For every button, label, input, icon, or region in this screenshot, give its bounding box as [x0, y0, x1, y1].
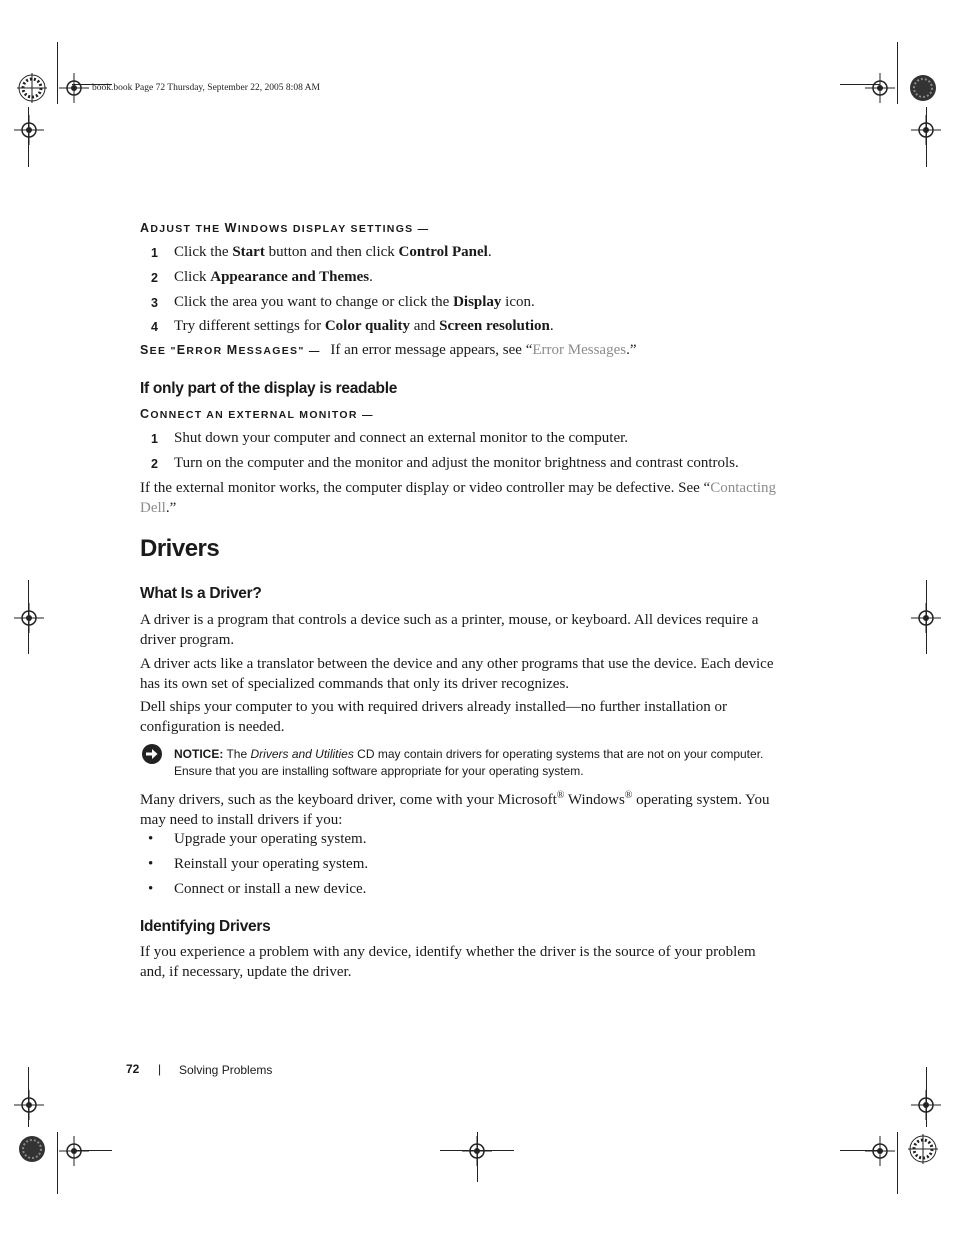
- crop-line: [477, 1132, 478, 1182]
- list-item: 1 Shut down your computer and connect an external monitor to the computer.: [151, 430, 629, 446]
- crop-line: [897, 42, 898, 104]
- crop-line: [28, 1067, 29, 1127]
- page-number: 72: [126, 1062, 140, 1076]
- registration-mark-top-right-inner: [865, 73, 895, 103]
- list-item: 1 Click the Start button and then click Control Panel.: [151, 244, 492, 260]
- registration-mark-bottom-left-outer: [17, 1134, 47, 1164]
- section-label-connect-monitor: CONNECT AN EXTERNAL MONITOR —: [140, 407, 374, 421]
- section-label-adjust-display: ADJUST THE WINDOWS DISPLAY SETTINGS —: [140, 221, 430, 235]
- crop-line: [926, 580, 927, 654]
- paragraph-many-drivers: Many drivers, such as the keyboard driver, come with your Microsoft® Windows® operating system. You may need to install drivers if you:: [140, 790, 770, 828]
- crop-line: [840, 1150, 880, 1151]
- crop-line: [57, 42, 58, 104]
- registration-mark-top-left-outer: [17, 73, 47, 103]
- registration-mark-middle-left: [14, 603, 44, 633]
- crop-line: [926, 107, 927, 167]
- list-item: 3 Click the area you want to change or click the Display icon.: [151, 294, 535, 310]
- crop-line: [926, 1067, 927, 1127]
- heading-drivers: Drivers: [140, 535, 220, 562]
- list-item: • Upgrade your operating system.: [148, 831, 367, 847]
- registration-mark-top-right-outer: [908, 73, 938, 103]
- paragraph-driver-translator: A driver acts like a translator between the device and any other programs that use the device. Each device has its own set of specialized commands that only its driver recognizes.: [140, 656, 774, 692]
- crop-line: [28, 107, 29, 167]
- notice-icon: [141, 743, 163, 770]
- footer-section-title: Solving Problems: [179, 1063, 273, 1077]
- crop-line: [28, 580, 29, 654]
- registration-mark-bottom-right-inner: [865, 1136, 895, 1166]
- heading-identifying-drivers: Identifying Drivers: [140, 918, 271, 935]
- see-error-label: SEE "ERROR MESSAGES" —: [140, 343, 321, 357]
- list-item: • Reinstall your operating system.: [148, 856, 369, 872]
- crop-line: [897, 1132, 898, 1194]
- registration-mark-bottom-left-inner: [59, 1136, 89, 1166]
- adjust-steps-list: [0, 243, 954, 343]
- contacting-dell-link-cont[interactable]: Dell: [140, 499, 166, 516]
- registration-mark-bottom-left: [14, 1090, 44, 1120]
- bullet-list: [0, 830, 954, 905]
- list-item: 2 Turn on the computer and the monitor and adjust the monitor brightness and contrast controls.: [151, 455, 739, 471]
- partial-steps-list: [0, 429, 954, 479]
- contacting-dell-link[interactable]: Contacting: [710, 480, 777, 496]
- external-monitor-paragraph: If the external monitor works, the computer display or video controller may be defective. See “Contacting Dell.”: [140, 480, 777, 516]
- crop-line: [840, 84, 880, 85]
- list-item: • Connect or install a new device.: [148, 881, 367, 897]
- see-error-messages-line: SEE "ERROR MESSAGES" — If an error message appears, see “Error Messages.”: [140, 342, 637, 358]
- list-item: 4 Try different settings for Color quality and Screen resolution.: [151, 318, 554, 334]
- footer-separator: |: [158, 1062, 162, 1076]
- list-item: 2 Click Appearance and Themes.: [151, 269, 373, 285]
- registration-mark-top-left: [14, 115, 44, 145]
- notice-text: NOTICE: The Drivers and Utilities CD may contain drivers for operating systems that are not on your computer. Ensure that you are installing software appropriate for your operating system.: [174, 747, 764, 778]
- registration-mark-top-left-inner: [59, 73, 89, 103]
- paragraph-driver-definition: A driver is a program that controls a device such as a printer, mouse, or keyboard. All devices require a driver program.: [140, 612, 759, 648]
- crop-line: [57, 1132, 58, 1194]
- error-messages-link[interactable]: Error Messages: [532, 342, 627, 358]
- heading-partial-display: If only part of the display is readable: [140, 380, 398, 397]
- paragraph-identify: If you experience a problem with any device, identify whether the driver is the source of your problem and, if necessary, update the driver.: [140, 944, 756, 980]
- crop-line: [72, 1150, 112, 1151]
- print-header-info: book.book Page 72 Thursday, September 22, 2005 8:08 AM: [92, 83, 320, 93]
- heading-what-is-driver: What Is a Driver?: [140, 585, 262, 602]
- paragraph-dell-ships: Dell ships your computer to you with required drivers already installed—no further installation or configuration is needed.: [140, 699, 727, 735]
- registration-mark-bottom-right-outer: [908, 1134, 938, 1164]
